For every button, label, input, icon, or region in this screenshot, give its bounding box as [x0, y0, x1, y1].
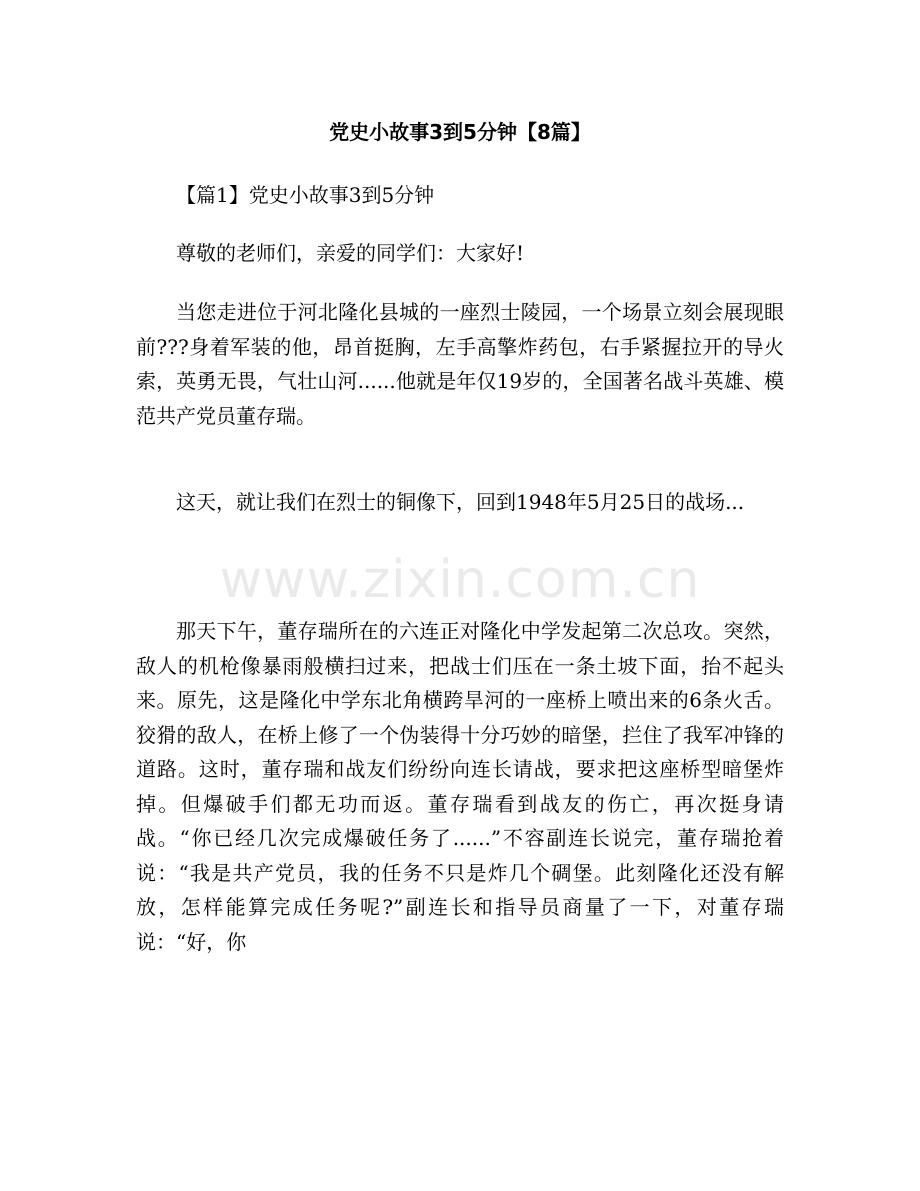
section-heading: 【篇1】党史小故事3到5分钟	[176, 183, 435, 207]
paragraph-battle-story: 那天下午，董存瑞所在的六连正对隆化中学发起第二次总攻。突然，敌人的机枪像暴雨般横扫过来，把战士们压在一条土坡下面，抬不起头来。原先，这是隆化中学东北角横跨旱河的一座桥上喷出来的6条火舌。狡猾的敌人，在桥上修了一个伪装得十分巧妙的暗堡，拦住了我军冲锋的道路。这时，董存瑞和战友们纷纷向连长请战，要求把这座桥型暗堡炸掉。但爆破手们都无功而返。董存瑞看到战友的伤亡，再次挺身请战。“你已经几次完成爆破任务了......”不容副连长说完，董存瑞抢着说：“我是共产党员，我的任务不只是炸几个碉堡。此刻隆化还没有解放，怎样能算完成任务呢?”副连长和指导员商量了一下，对董存瑞说：“好，你	[136, 619, 784, 954]
watermark: www.zixin.com.cn	[219, 550, 701, 610]
paragraph-memorial: 当您走进位于河北隆化县城的一座烈士陵园，一个场景立刻会展现眼前???身着军装的他，昂首挺胸，左手高擎炸药包，右手紧握拉开的导火索，英勇无畏，气壮山河......他就是年仅19岁的，全国著名战斗英雄、模范共产党员董存瑞。	[136, 300, 784, 428]
paragraph-battlefield-intro: 这天，就让我们在烈士的铜像下，回到1948年5月25日的战场...	[176, 490, 745, 514]
document-title: 党史小故事3到5分钟【8篇】	[329, 120, 591, 144]
paragraph-greeting: 尊敬的老师们，亲爱的同学们：大家好!	[176, 241, 525, 265]
